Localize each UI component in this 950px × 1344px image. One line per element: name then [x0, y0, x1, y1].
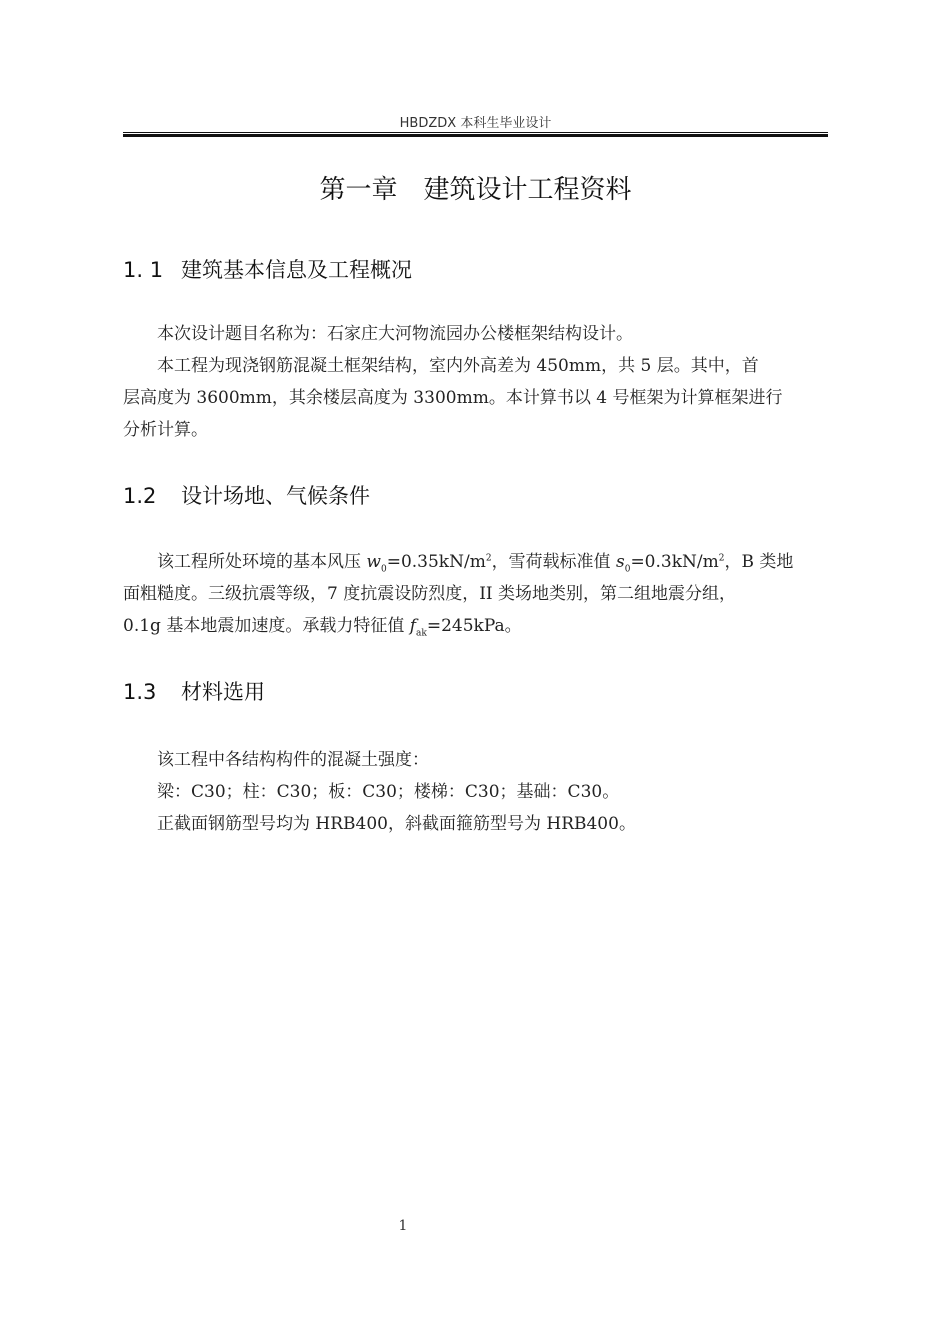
- paragraph: [123, 350, 828, 382]
- text-line: 面粗糙度。三级抗震等级，7 度抗震设防烈度，II 类场地类别，第二组地震分组，: [123, 584, 737, 604]
- subscript: ak: [416, 628, 427, 639]
- section-1-2-body: [123, 546, 828, 642]
- paragraph: 该工程中各结构构件的混凝土强度：: [157, 750, 429, 770]
- page-number: 1: [398, 1218, 408, 1234]
- header-rule-thin: [123, 132, 828, 133]
- section-1-1-body: [123, 318, 828, 446]
- paragraph-continuation: [123, 578, 828, 642]
- section-heading-1-3: [123, 677, 828, 707]
- text-line: 本工程为现浇钢筋混凝土框架结构，室内外高差为 450mm，共 5 层。其中，首: [157, 356, 759, 376]
- paragraph-continuation: [123, 382, 828, 446]
- text-run: ，雪荷载标准值: [491, 552, 616, 572]
- subscript: 0: [624, 564, 631, 575]
- text-run: 0.1g 基本地震加速度。承载力特征值: [123, 616, 410, 636]
- paragraph: 梁：C30；柱：C30；板：C30；楼梯：C30；基础：C30。: [157, 782, 620, 802]
- snow-load-symbol: s: [615, 552, 625, 572]
- section-title: 材料选用: [181, 680, 265, 704]
- section-title: 建筑基本信息及工程概况: [181, 258, 412, 282]
- section-heading-1-2: [123, 481, 828, 511]
- header-rule-thick: [123, 134, 828, 137]
- subscript: 0: [380, 564, 387, 575]
- paragraph: [123, 546, 828, 578]
- section-number: 1.3: [123, 680, 157, 704]
- section-title: 设计场地、气候条件: [181, 484, 370, 508]
- paragraph: 正截面钢筋型号均为 HRB400，斜截面箍筋型号为 HRB400。: [157, 814, 636, 834]
- section-heading-1-1: [123, 255, 828, 285]
- chapter-title: 第一章 建筑设计工程资料: [319, 175, 632, 205]
- text-run: ，B 类地: [724, 552, 794, 572]
- wind-pressure-symbol: w: [366, 552, 381, 572]
- text-run: =245kPa。: [426, 616, 522, 636]
- section-number: 1.2: [123, 484, 157, 508]
- superscript: 2: [485, 553, 492, 564]
- text-line: 分析计算。: [123, 420, 208, 440]
- text-run: 该工程所处环境的基本风压: [157, 552, 367, 572]
- running-header: HBDZDX 本科生毕业设计: [399, 116, 552, 131]
- bearing-capacity-symbol: f: [409, 616, 417, 636]
- text-run: =0.3kN/m: [630, 552, 719, 572]
- section-number: 1. 1: [123, 258, 164, 282]
- text-run: =0.35kN/m: [386, 552, 486, 572]
- text-line: [123, 610, 828, 642]
- superscript: 2: [718, 553, 725, 564]
- section-1-3-body: [123, 744, 828, 840]
- text-line: 层高度为 3600mm，其余楼层高度为 3300mm。本计算书以 4 号框架为计算框架进行: [123, 388, 783, 408]
- paragraph: 本次设计题目名称为：石家庄大河物流园办公楼框架结构设计。: [157, 324, 633, 344]
